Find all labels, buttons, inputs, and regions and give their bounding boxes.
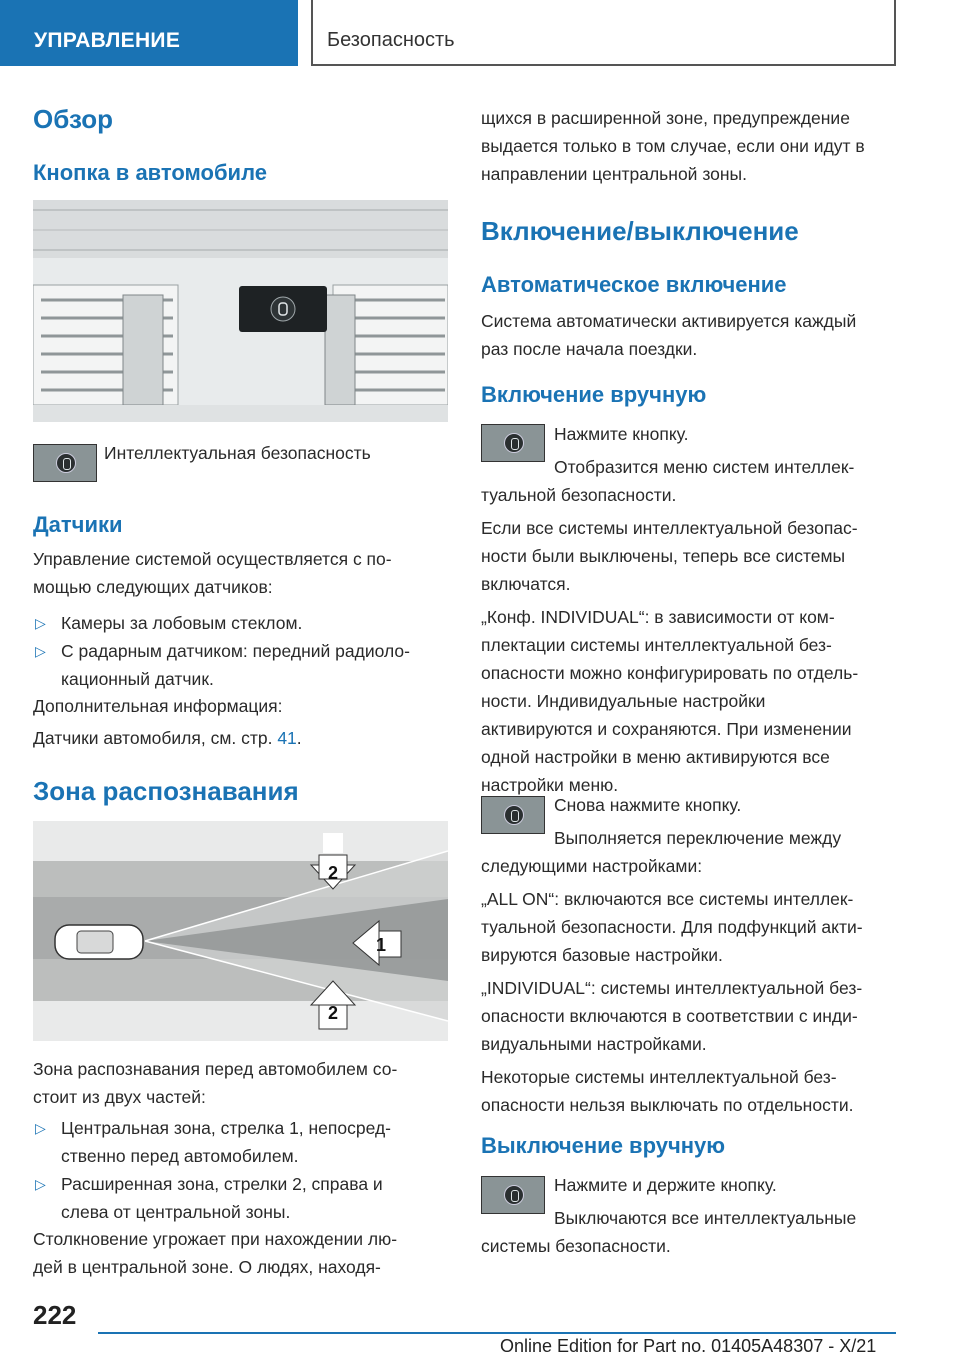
individual-4: ности. Индивидуальные настройки	[481, 691, 766, 711]
page-number: 222	[33, 1300, 77, 1330]
auto-text-2: раз после начала поездки.	[481, 339, 698, 359]
more-info-label: Дополнительная информация:	[33, 696, 283, 716]
footer-divider	[98, 1332, 896, 1334]
button-caption: Интеллектуальная безопасность	[104, 443, 371, 463]
heading-auto-on: Автоматическое включение	[481, 272, 787, 297]
safety-button-icon	[481, 424, 545, 462]
bullet-triangle-icon: ▷	[35, 615, 46, 631]
some-text-1: Некоторые системы интеллектуальной без-	[481, 1067, 837, 1087]
individual-3: опасности можно конфигурировать по отдель-	[481, 663, 859, 683]
arrow-label-2-bottom: 2	[327, 1003, 339, 1023]
all-off-2: ности были выключены, теперь все системы	[481, 546, 846, 566]
some-text-2: опасности нельзя выключать по отдельности.	[481, 1095, 854, 1115]
page-link[interactable]: 41	[277, 728, 297, 748]
heading-overview: Обзор	[33, 104, 113, 134]
press-button: Нажмите кнопку.	[554, 424, 689, 444]
dashboard-illustration	[33, 200, 448, 422]
section-tab: УПРАВЛЕНИЕ	[0, 0, 298, 66]
off-text-2: системы безопасности.	[481, 1236, 671, 1256]
arrow-label-2-top: 2	[327, 863, 339, 883]
list-item: ▷ Камеры за лобовым стеклом.	[33, 609, 302, 637]
zone-illustration	[33, 821, 448, 1041]
individual2-3: видуальными настройками.	[481, 1034, 707, 1054]
collision-text-2: дей в центральной зоне. О людях, находя-	[33, 1257, 381, 1277]
all-off-3: включатся.	[481, 574, 571, 594]
heading-button-in-car: Кнопка в автомобиле	[33, 160, 267, 185]
bullet-triangle-icon: ▷	[35, 1176, 46, 1192]
sensors-intro-2: мощью следующих датчиков:	[33, 577, 273, 597]
page-header	[0, 0, 960, 66]
bullet-triangle-icon: ▷	[35, 643, 46, 659]
heading-manual-off: Выключение вручную	[481, 1133, 726, 1158]
footer-edition: Online Edition for Part no. 01405A48307 - X/21	[500, 1336, 877, 1356]
chapter-title: Безопасность	[327, 29, 455, 51]
individual2-1: „INDIVIDUAL“: системы интеллектуальной без-	[481, 978, 863, 998]
zone-intro-2: стоит из двух частей:	[33, 1087, 206, 1107]
sensors-reference: Датчики автомобиля, см. стр. 41.	[33, 728, 302, 748]
auto-text-1: Система автоматически активируется каждый	[481, 311, 857, 331]
arrow-label-1: 1	[375, 935, 387, 955]
individual-2: плектации системы интеллектуальной без-	[481, 635, 832, 655]
safety-button-icon	[481, 1176, 545, 1214]
all-on-2: туальной безопасности. Для подфункций акти-	[481, 917, 863, 937]
press-again: Снова нажмите кнопку.	[554, 795, 742, 815]
safety-button-icon	[481, 796, 545, 834]
individual2-2: опасности включаются в соответствии с инди-	[481, 1006, 858, 1026]
individual-5: активируются и сохраняются. При изменении	[481, 719, 852, 739]
individual-6: одной настройки в меню активируются все	[481, 747, 830, 767]
safety-button-icon	[33, 444, 97, 482]
individual-7: настройки меню.	[481, 775, 619, 795]
heading-manual-on: Включение вручную	[481, 382, 707, 407]
off-text-1: Выключаются все интеллектуальные	[554, 1208, 857, 1228]
zone-intro-1: Зона распознавания перед автомобилем со-	[33, 1059, 398, 1079]
title-box	[311, 0, 896, 66]
heading-on-off: Включение/выключение	[481, 216, 799, 246]
heading-detection-zone: Зона распознавания	[33, 776, 299, 806]
heading-sensors: Датчики	[33, 512, 123, 537]
individual-1: „Конф. INDIVIDUAL“: в зависимости от ком-	[481, 607, 835, 627]
switch-text-1: Выполняется переключение между	[554, 828, 842, 848]
zone-diagram	[33, 821, 448, 1041]
all-off-1: Если все системы интеллектуальной безопас-	[481, 518, 858, 538]
menu-text-2: туальной безопасности.	[481, 485, 677, 505]
menu-text-1: Отобразится меню систем интеллек-	[554, 457, 855, 477]
all-on-3: вируются базовые настройки.	[481, 945, 723, 965]
switch-text-2: следующими настройками:	[481, 856, 703, 876]
bullet-triangle-icon: ▷	[35, 1120, 46, 1136]
continued-2: выдается только в том случае, если они идут в	[481, 136, 865, 156]
list-item: ▷ С радарным датчиком: передний радиоло- кационный датчик.	[33, 637, 410, 693]
car-icon	[55, 925, 143, 959]
list-item: ▷ Центральная зона, стрелка 1, непосред- ственно перед автомобилем.	[33, 1114, 391, 1170]
dashboard-photo	[33, 200, 448, 422]
sensors-intro-1: Управление системой осуществляется с по-	[33, 549, 392, 569]
list-item: ▷ Расширенная зона, стрелки 2, справа и слева от центральной зоны.	[33, 1170, 383, 1226]
all-on-1: „ALL ON“: включаются все системы интеллек-	[481, 889, 854, 909]
collision-text-1: Столкновение угрожает при нахождении лю-	[33, 1229, 398, 1249]
continued-1: щихся в расширенной зоне, предупреждение	[481, 108, 850, 128]
continued-3: направлении центральной зоны.	[481, 164, 747, 184]
hold-button: Нажмите и держите кнопку.	[554, 1175, 777, 1195]
